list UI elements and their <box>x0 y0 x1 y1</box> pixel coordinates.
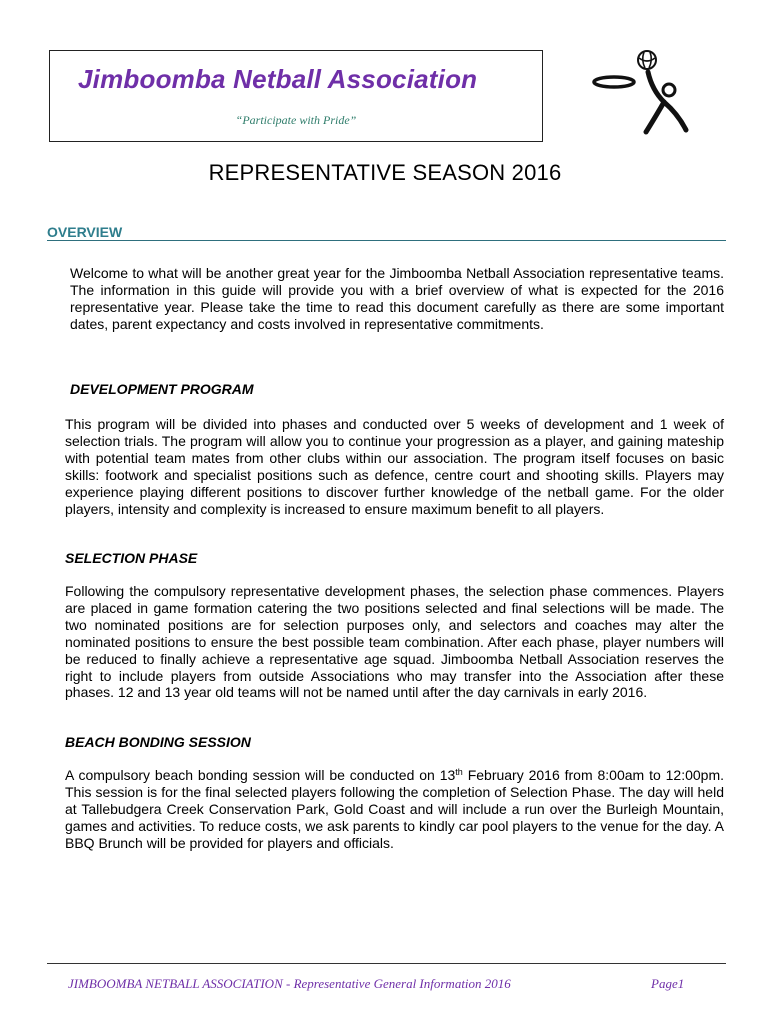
header-box <box>49 50 543 142</box>
document-title: REPRESENTATIVE SEASON 2016 <box>208 160 562 185</box>
beach-superscript: th <box>455 767 463 777</box>
page-number: Page1 <box>651 976 685 991</box>
beach-paragraph <box>65 767 724 852</box>
overview-paragraph: Welcome to what will be another great year for the Jimboomba Netball Association representative teams. The information in this guide will provide you with a brief overview of what is expected for the 2016 representative year. Please take the time to read this document carefully as there are some important dates, parent expectancy and costs involved in representative commitments. <box>70 265 724 332</box>
beach-heading: BEACH BONDING SESSION <box>65 734 251 750</box>
footer-text: JIMBOOMBA NETBALL ASSOCIATION - Representative General Information 2016 <box>68 976 511 991</box>
org-name: Jimboomba Netball Association <box>78 64 478 94</box>
overview-heading: OVERVIEW <box>47 224 123 240</box>
beach-text-before: A compulsory beach bonding session will be conducted on 13 <box>65 767 456 783</box>
footer-divider <box>47 963 726 964</box>
development-heading: DEVELOPMENT PROGRAM <box>70 381 254 397</box>
motto: “Participate with Pride” <box>235 113 357 127</box>
overview-divider <box>47 240 726 241</box>
beach-text-after: February 2016 from 8:00am to 12:00pm. This session is for the final selected players following the completion of Selection Phase. The day will held at Tallebudgera Creek Conservation Park, Gold Coast and will include a run over the Burleigh Mountain, games and activities. To reduce costs, we ask parents to kindly car pool players to the venue for the day. A BBQ Brunch will be provided for players and officials. <box>65 767 725 851</box>
selection-paragraph: Following the compulsory representative development phases, the selection phase commences. Players are placed in game formation catering the two positions selected and final selections will be made. The two nominated positions are for selection purposes only, and selectors and coaches may alter the nominated positions to ensure the best possible team combination. After each phase, player numbers will be reduced to finally achieve a representative age squad. Jimboomba Netball Association reserves the right to include players from outside Associations who may transfer into the Association after these phases. 12 and 13 year old teams will not be named until after the day carnivals in early 2016. <box>65 583 724 701</box>
selection-heading: SELECTION PHASE <box>65 550 198 566</box>
netball-player-icon <box>590 44 694 140</box>
development-paragraph: This program will be divided into phases and conducted over 5 weeks of development and 1 week of selection trials. The program will allow you to continue your progression as a player, and gaining mateship with potential team mates from other clubs within our association. The program itself focuses on basic skills: footwork and specialist positions such as defence, centre court and shooting skills. Players may experience playing different positions to discover further knowledge of the netball game. For the older players, intensity and complexity is increased to ensure maximum benefit to all players. <box>65 416 724 517</box>
